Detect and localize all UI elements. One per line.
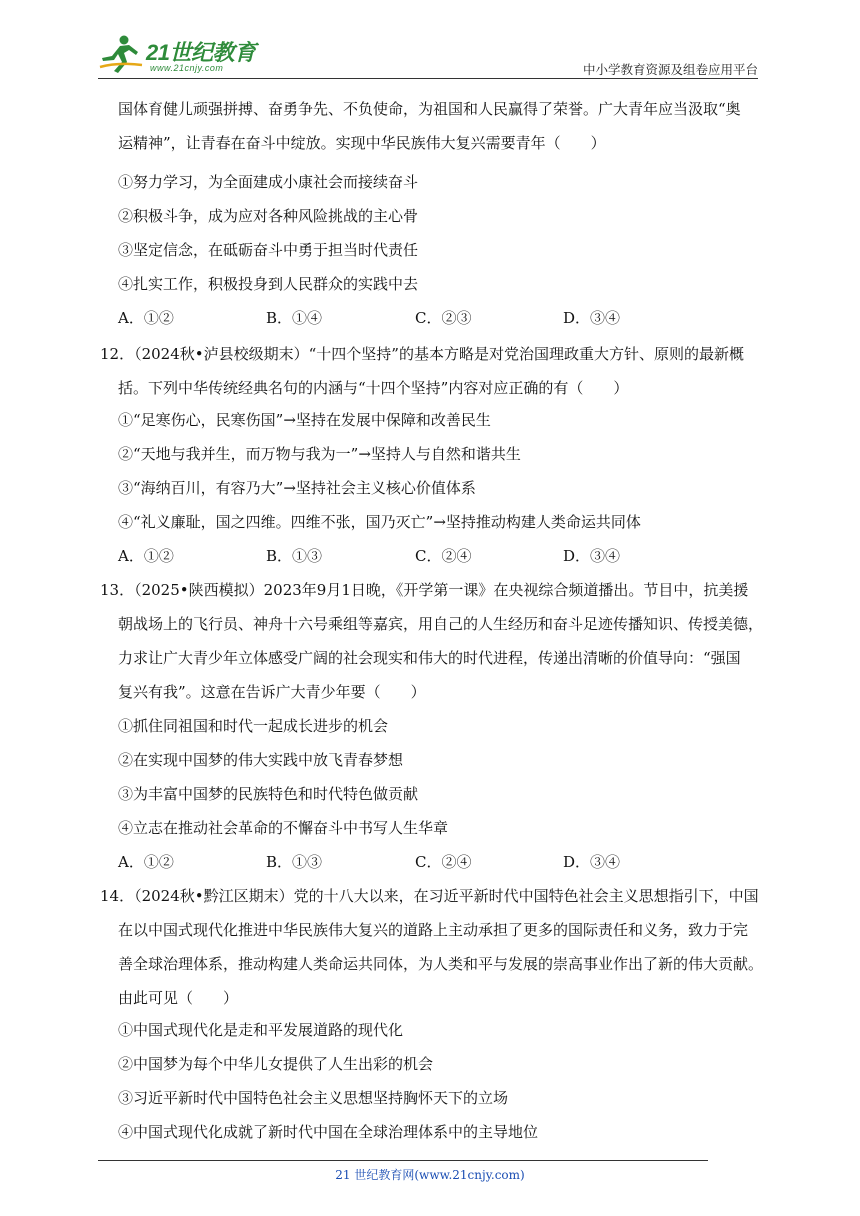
question-text: 力求让广大青少年立体感受广阔的社会现实和伟大的时代进程，传递出清晰的价值导向：“强国 bbox=[118, 649, 741, 667]
option-c[interactable]: C．②④ bbox=[415, 547, 472, 565]
question-text: 复兴有我”。这意在告诉广大青少年要（ ） bbox=[118, 683, 426, 701]
statement-item: ④中国式现代化成就了新时代中国在全球治理体系中的主导地位 bbox=[118, 1123, 539, 1141]
statement-item: ④立志在推动社会革命的不懈奋斗中书写人生华章 bbox=[118, 819, 449, 837]
option-d[interactable]: D．③④ bbox=[563, 309, 621, 327]
statement-item: ③“海纳百川，有容乃大”→坚持社会主义核心价值体系 bbox=[118, 479, 476, 497]
statement-item: ④扎实工作，积极投身到人民群众的实践中去 bbox=[118, 275, 419, 293]
site-logo[interactable] bbox=[98, 34, 268, 76]
option-b[interactable]: B．①③ bbox=[266, 547, 323, 565]
option-c[interactable]: C．②③ bbox=[415, 309, 472, 327]
logo-text: 21世纪教育 bbox=[146, 40, 256, 65]
statement-item: ①努力学习，为全面建成小康社会而接续奋斗 bbox=[118, 173, 419, 191]
statement-item: ②积极斗争，成为应对各种风险挑战的主心骨 bbox=[118, 207, 419, 225]
page-header bbox=[98, 28, 758, 80]
footer-divider bbox=[98, 1160, 708, 1161]
statement-item: ③为丰富中国梦的民族特色和时代特色做贡献 bbox=[118, 785, 419, 803]
option-a[interactable]: A．①② bbox=[118, 853, 174, 871]
question-text: 善全球治理体系，推动构建人类命运共同体，为人类和平与发展的崇高事业作出了新的伟大贡献。 bbox=[118, 955, 764, 973]
statement-item: ②在实现中国梦的伟大实践中放飞青春梦想 bbox=[118, 751, 404, 769]
option-b[interactable]: B．①④ bbox=[266, 309, 323, 327]
question-text: 在以中国式现代化推进中华民族伟大复兴的道路上主动承担了更多的国际责任和义务，致力于完 bbox=[118, 921, 749, 939]
statement-item: ①中国式现代化是走和平发展道路的现代化 bbox=[118, 1021, 404, 1039]
statement-item: ①“足寒伤心，民寒伤国”→坚持在发展中保障和改善民生 bbox=[118, 411, 491, 429]
option-a[interactable]: A．①② bbox=[118, 309, 174, 327]
runner-logo-icon bbox=[98, 34, 146, 74]
option-d[interactable]: D．③④ bbox=[563, 547, 621, 565]
footer-link[interactable]: 21 世纪教育网(www.21cnjy.com) bbox=[335, 1168, 525, 1182]
question-text: 朝战场上的飞行员、神舟十六号乘组等嘉宾，用自己的人生经历和奋斗足迹传播知识、传授美德， bbox=[118, 615, 764, 633]
option-b[interactable]: B．①③ bbox=[266, 853, 323, 871]
statement-item: ④“礼义廉耻，国之四维。四维不张，国乃灭亡”→坚持推动构建人类命运共同体 bbox=[118, 513, 641, 531]
option-a[interactable]: A．①② bbox=[118, 547, 174, 565]
statement-item: ②中国梦为每个中华儿女提供了人生出彩的机会 bbox=[118, 1055, 434, 1073]
question-text: 运精神”，让青春在奋斗中绽放。实现中华民族伟大复兴需要青年（ ） bbox=[118, 134, 606, 152]
question-text: 由此可见（ ） bbox=[118, 989, 239, 1007]
question-stem: 12．（2024秋•泸县校级期末）“十四个坚持”的基本方略是对党治国理政重大方针、原则的最新概 bbox=[100, 345, 744, 363]
platform-name: 中小学教育资源及组卷应用平台 bbox=[582, 62, 758, 77]
logo-url: www.21cnjy.com bbox=[150, 63, 224, 73]
statement-item: ③习近平新时代中国特色社会主义思想坚持胸怀天下的立场 bbox=[118, 1089, 509, 1107]
header-divider bbox=[98, 78, 758, 79]
statement-item: ②“天地与我并生，而万物与我为一”→坚持人与自然和谐共生 bbox=[118, 445, 521, 463]
question-text: 国体育健儿顽强拼搏、奋勇争先、不负使命，为祖国和人民赢得了荣誉。广大青年应当汲取“奥 bbox=[118, 100, 741, 118]
statement-item: ①抓住同祖国和时代一起成长进步的机会 bbox=[118, 717, 389, 735]
option-c[interactable]: C．②④ bbox=[415, 853, 472, 871]
question-stem: 13．（2025•陕西模拟）2023年9月1日晚，《开学第一课》在央视综合频道播出。节目中，抗美援 bbox=[100, 581, 749, 599]
question-stem: 14．（2024秋•黔江区期末）党的十八大以来，在习近平新时代中国特色社会主义思想指引下，中国 bbox=[100, 887, 759, 905]
statement-item: ③坚定信念，在砥砺奋斗中勇于担当时代责任 bbox=[118, 241, 419, 259]
option-d[interactable]: D．③④ bbox=[563, 853, 621, 871]
question-text: 括。下列中华传统经典名句的内涵与“十四个坚持”内容对应正确的有（ ） bbox=[118, 379, 629, 397]
